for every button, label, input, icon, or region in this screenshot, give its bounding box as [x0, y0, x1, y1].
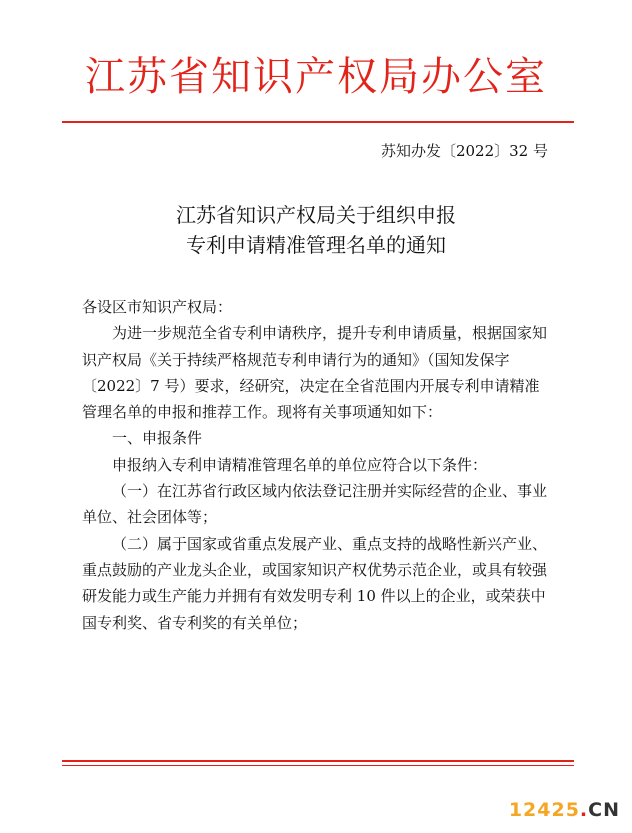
condition-item-2: （二）属于国家或省重点发展产业、重点支持的战略性新兴产业、重点鼓励的产业龙头企业，或国家知识产权优势示范企业，或具有较强研发能力或生产能力并拥有有效发明专利 10 件以上的企业，或荣获中国专利奖、省专利奖的有关单位；: [82, 534, 548, 632]
section-intro: 申报纳入专利申请精准管理名单的单位应符合以下条件：: [112, 455, 488, 474]
condition-item-1: （一）在江苏省行政区域内依法登记注册并实际经营的企业、事业单位、社会团体等；: [82, 482, 548, 527]
footer-red-rule: [62, 760, 574, 762]
intro-paragraph: 为进一步规范全省专利申请秩序，提升专利申请质量，根据国家知识产权局《关于持续严格规范专利申请行为的通知》（国知发保字〔2022〕7 号）要求，经研究，决定在全省范围内开展专利申请精准管理名单的申报和推荐工作。现将有关事项通知如下：: [82, 324, 548, 422]
site-watermark-logo: [509, 799, 620, 821]
notice-title: [0, 200, 632, 260]
notice-title-line-2: 专利申请精准管理名单的通知: [186, 233, 446, 257]
issuing-agency-header: 江苏省知识产权局办公室: [85, 54, 547, 100]
salutation: 各设区市知识产权局：: [82, 298, 233, 316]
notice-title-line-1: 江苏省知识产权局关于组织申报: [176, 203, 456, 227]
header-red-rule: [62, 121, 574, 123]
section-heading: 一、申报条件: [112, 429, 203, 448]
footer-red-rule-thin: [62, 765, 574, 766]
watermark-number: 12425: [508, 799, 580, 821]
watermark-dot: .: [579, 799, 589, 821]
document-number: 苏知办发〔2022〕32 号: [380, 142, 548, 160]
watermark-suffix: CN: [588, 799, 620, 821]
notice-body: [82, 294, 552, 636]
